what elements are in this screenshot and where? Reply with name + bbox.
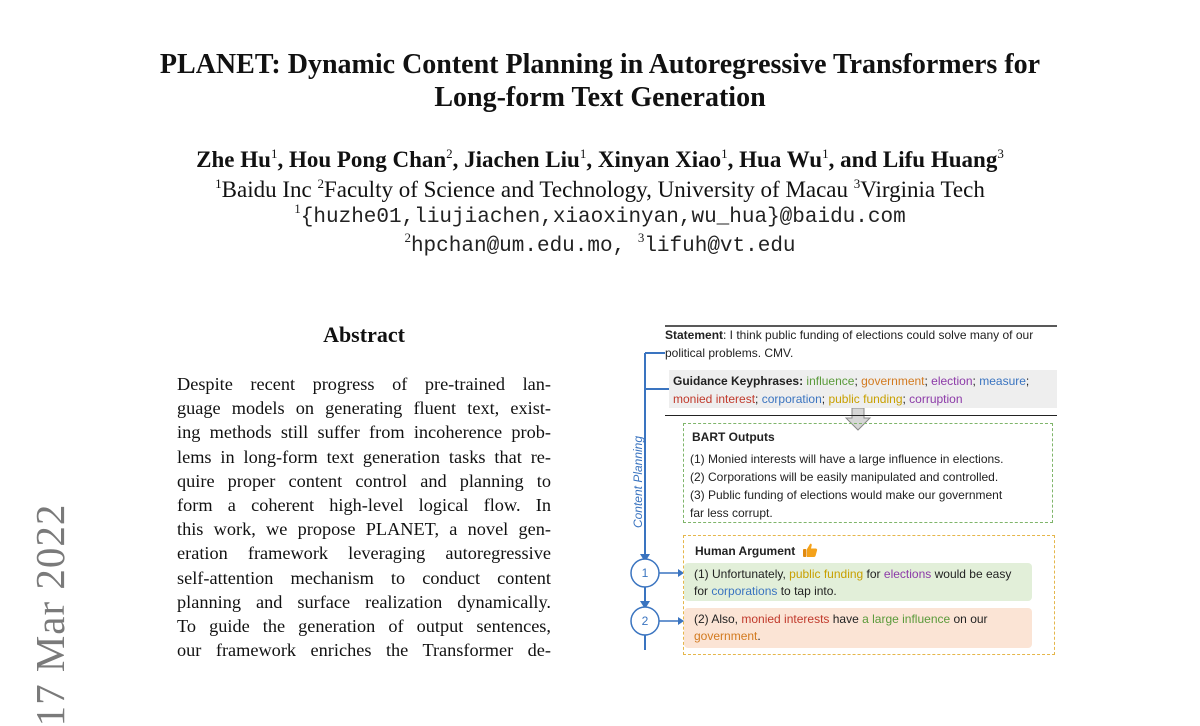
author-separator: , xyxy=(452,147,465,172)
abstract-line: guage models on generating fluent text, exist- xyxy=(177,398,551,419)
email-macau: hpchan@um.edu.mo, xyxy=(410,235,626,258)
bart-line-1: (1) Monied interests will have a large influence in elections. xyxy=(690,452,1004,466)
thumbs-up-icon xyxy=(802,542,818,558)
statement-body: : I think public funding of elections could solve many of our political problems. CMV. xyxy=(665,328,1034,360)
figure-separator xyxy=(665,415,1057,416)
kp-monied-interests: monied interests xyxy=(741,612,830,626)
keyphrase: government xyxy=(861,374,925,388)
guidance-keyphrases: Guidance Keyphrases: influence; government; election; measure; monied interest; corporation; public funding; corruption xyxy=(669,370,1057,408)
affil-baidu: Baidu Inc xyxy=(221,177,318,202)
author-name: Lifu Huang xyxy=(882,147,998,172)
abstract-line: eration framework leveraging autoregressive xyxy=(177,543,551,564)
affil-sup-2: 2 xyxy=(317,176,324,191)
abstract-line: planning and surface realization dynamically. xyxy=(177,591,551,612)
author-affil-sup: 2 xyxy=(446,146,453,161)
affil-virginia: Virginia Tech xyxy=(860,177,985,202)
paper-title xyxy=(0,48,1200,114)
step-number-1: 1 xyxy=(641,566,649,580)
affil-macau: Faculty of Science and Technology, University of Macau xyxy=(323,177,854,202)
keyphrase: influence xyxy=(806,374,855,388)
abstract-line: To guide the generation of output sentences, xyxy=(177,615,551,636)
author-affil-sup: 3 xyxy=(997,146,1004,161)
bart-line-2: (2) Corporations will be easily manipulated and controlled. xyxy=(690,470,999,484)
author-separator: , and xyxy=(828,147,883,172)
keyphrase: monied interest xyxy=(673,392,756,406)
arxiv-date-stamp xyxy=(22,400,78,726)
keyphrase: measure xyxy=(979,374,1026,388)
email-line-2 xyxy=(0,230,1200,258)
step-number-2: 2 xyxy=(641,614,649,628)
bart-line-3: (3) Public funding of elections would make our government xyxy=(690,488,1003,502)
abstract-line: this work, we propose PLANET, a novel gen- xyxy=(177,519,551,540)
kp-large-influence: a large influence xyxy=(862,612,951,626)
keyphrase: election xyxy=(931,374,973,388)
author-name: Hua Wu xyxy=(739,147,823,172)
abstract-line: quire proper content control and planning to xyxy=(177,470,551,491)
abstract-line: lems in long-form text generation tasks that re- xyxy=(177,446,551,467)
human-sentence-2: (2) Also, monied interests have a large influence on our government. xyxy=(684,608,1032,648)
human-sentence-1: (1) Unfortunately, public funding for elections would be easy for corporations to tap into. xyxy=(684,563,1032,601)
kp-government: government xyxy=(694,629,758,643)
human-heading xyxy=(695,542,818,558)
author-separator: , xyxy=(586,147,598,172)
email-sup-3: 3 xyxy=(637,230,645,245)
affiliations xyxy=(0,177,1200,203)
arxiv-date-text: 17 Mar 2022 xyxy=(27,503,73,726)
bart-heading: BART Outputs xyxy=(692,430,775,444)
abstract-line: form a coherent high-level logical flow. In xyxy=(177,494,551,515)
bart-line-4: far less corrupt. xyxy=(690,506,773,520)
author-separator: , xyxy=(727,147,740,172)
keyphrase: corruption xyxy=(909,392,963,406)
content-planning-label: Content Planning xyxy=(631,435,645,529)
kp-corporations: corporations xyxy=(711,584,778,598)
keyphrase-list: influence; government; election; measure; monied interest; corporation; public funding; corruption xyxy=(673,374,1030,406)
author-affil-sup: 1 xyxy=(822,146,829,161)
author-separator: , xyxy=(277,147,289,172)
statement-text xyxy=(665,326,1060,362)
author-name: Zhe Hu xyxy=(196,147,271,172)
author-list xyxy=(0,147,1200,173)
author-affil-sup: 1 xyxy=(721,146,728,161)
abstract-line: self-attention mechanism to conduct content xyxy=(177,567,551,588)
author-name: Jiachen Liu xyxy=(464,147,580,172)
abstract-line: Despite recent progress of pre-trained lan- xyxy=(177,374,551,394)
author-affil-sup: 1 xyxy=(579,146,587,161)
affil-sup-3: 3 xyxy=(853,176,861,191)
affil-sup-1: 1 xyxy=(215,176,222,191)
figure-example xyxy=(620,320,1065,650)
keyphrase: corporation xyxy=(761,392,822,406)
abstract-line: ing methods still suffer from incoherence prob- xyxy=(177,422,551,443)
human-heading-text: Human Argument xyxy=(695,544,796,558)
keyphrase: public funding xyxy=(828,392,903,406)
email-vt: lifuh@vt.edu xyxy=(644,235,796,258)
kp-elections: elections xyxy=(883,567,932,581)
guidance-label: Guidance Keyphrases xyxy=(673,374,800,388)
email-sup-1: 1 xyxy=(294,201,301,216)
abstract-line: our framework enriches the Transformer de- xyxy=(177,640,551,661)
author-name: Hou Pong Chan xyxy=(288,147,447,172)
bart-outputs-box xyxy=(683,423,1053,523)
author-affil-sup: 1 xyxy=(270,146,278,161)
abstract-body xyxy=(177,372,551,662)
kp-public-funding: public funding xyxy=(789,567,864,581)
abstract-heading: Abstract xyxy=(323,322,405,347)
email-sup-2: 2 xyxy=(404,230,411,245)
email-baidu: {huzhe01,liujiachen,xiaoxinyan,wu_hua}@baidu.com xyxy=(300,206,906,229)
email-line-1 xyxy=(0,201,1200,229)
author-name: Xinyan Xiao xyxy=(597,147,722,172)
title-line-2: Long-form Text Generation xyxy=(434,82,766,113)
statement-label: Statement xyxy=(665,328,724,342)
title-line-1: PLANET: Dynamic Content Planning in Autoregressive Transformers for xyxy=(159,49,1041,80)
